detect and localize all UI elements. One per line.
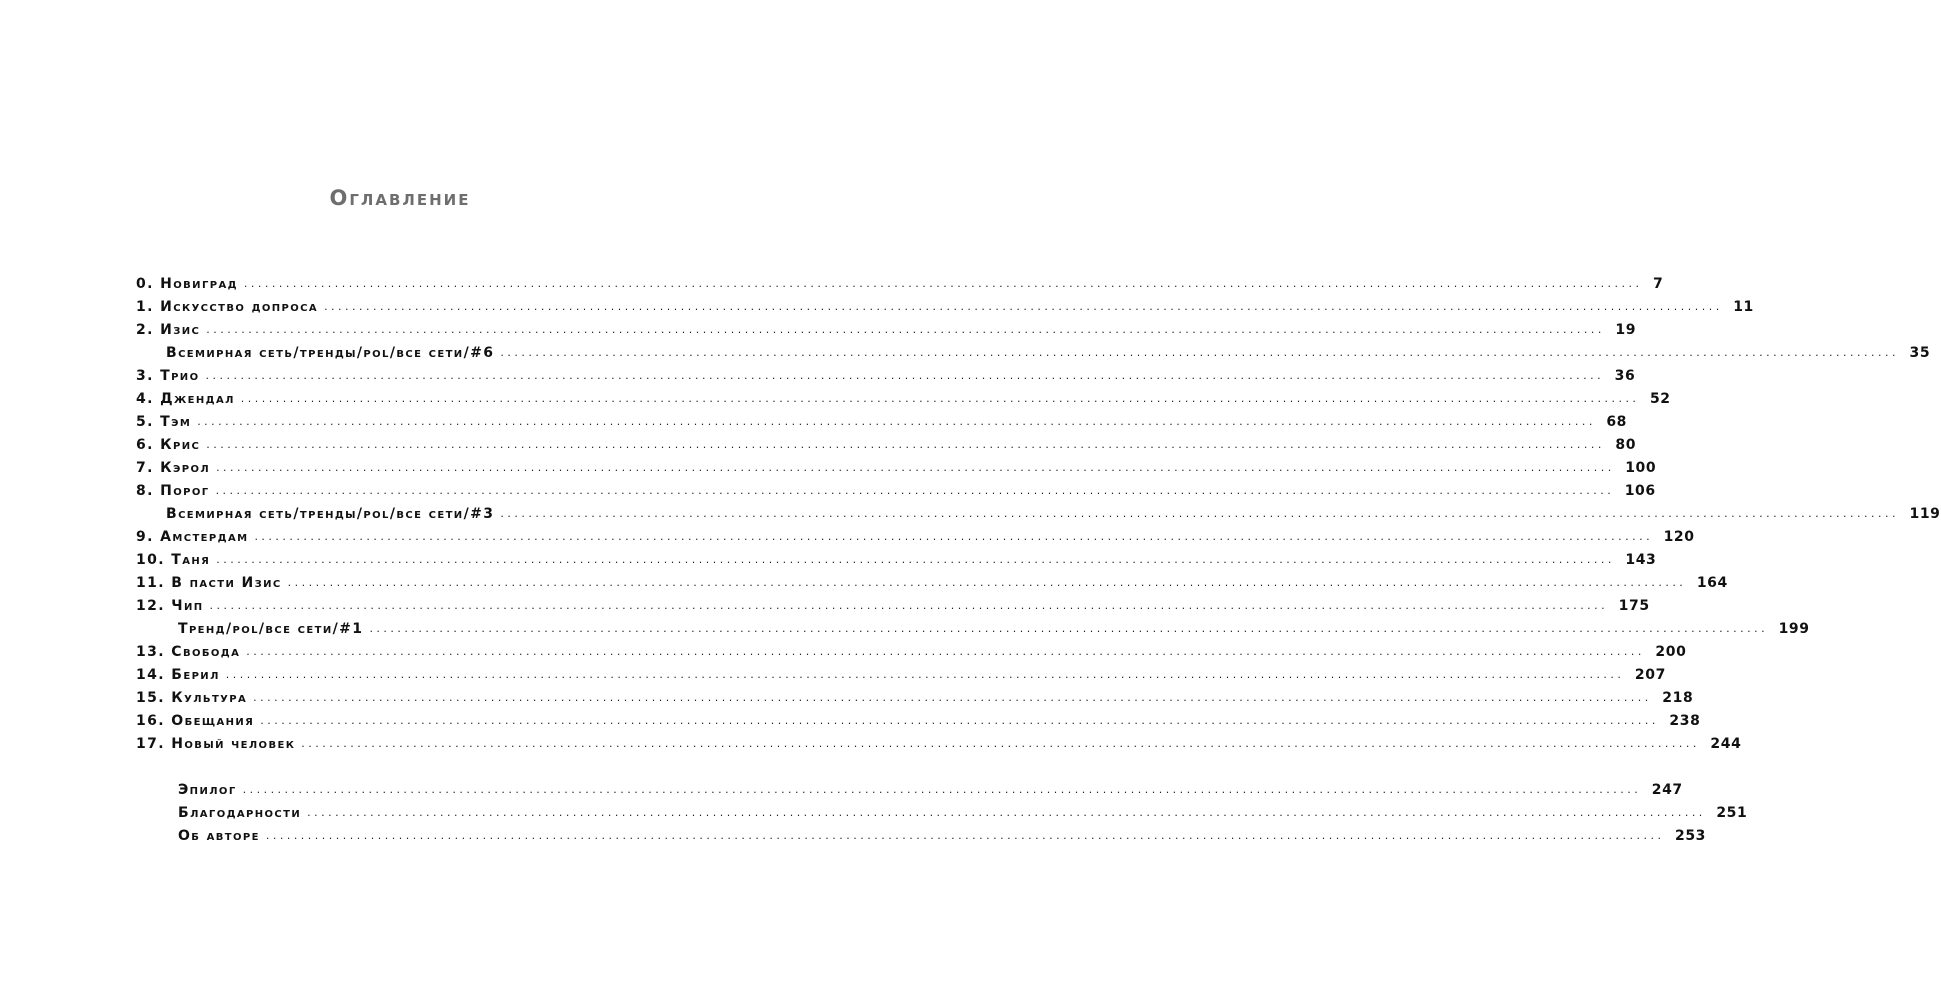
toc-entry-label: 9. Амстердам — [136, 529, 254, 546]
toc-entry-page-number: 199 — [1778, 621, 1810, 637]
toc-entry-label: 13. Свобода — [136, 644, 246, 661]
toc-dot-leader: . . . . . . . . . . . . . . . . . . . . . . . . . . . . . . . . . . . . . . . . . . . . . . . . . . . . . . . . . . . . . . . . . . . . . . . . . . . . . . . . . . . . . . . . . . . . . . . . . . . . . . . . . . . . . . . . . . . . . . . . . . . . . . . . . . . . . . . . . . . . . . . . . . . . . . . . . . . . . . . . . . . . . . . . . . . . . . . . . . . . . . . . . . . . . . . . . . . . . . . . — [265, 829, 1661, 842]
toc-entry-page-number: 80 — [1615, 437, 1637, 453]
toc-entry-page-number: 253 — [1674, 828, 1707, 844]
toc-entry-page-number: 119 — [1909, 506, 1941, 522]
toc-entry-label: Эпилог — [178, 782, 243, 799]
toc-dot-leader: . . . . . . . . . . . . . . . . . . . . . . . . . . . . . . . . . . . . . . . . . . . . . . . . . . . . . . . . . . . . . . . . . . . . . . . . . . . . . . . . . . . . . . . . . . . . . . . . . . . . . . . . . . . . . . . . . . . . . . . . . . . . . . . . . . . . . . . . . . . . . . . . . . . . . . . . . . . . . . . . . . . . . . . . . . . . . . . . . . . . . . . . . . . . . . . . . . . . . . . . — [209, 599, 1605, 612]
toc-dot-leader: . . . . . . . . . . . . . . . . . . . . . . . . . . . . . . . . . . . . . . . . . . . . . . . . . . . . . . . . . . . . . . . . . . . . . . . . . . . . . . . . . . . . . . . . . . . . . . . . . . . . . . . . . . . . . . . . . . . . . . . . . . . . . . . . . . . . . . . . . . . . . . . . . . . . . . . . . . . . . . . . . . . . . . . . . . . . . . . . . . . . . . . . . . . . . . . . . . . . . . . . — [216, 461, 1612, 474]
toc-entry-label: 3. Трио — [136, 368, 205, 385]
toc-entry-label: 14. Берил — [136, 667, 226, 684]
toc-entry-label: Об авторе — [178, 828, 266, 845]
toc-dot-leader: . . . . . . . . . . . . . . . . . . . . . . . . . . . . . . . . . . . . . . . . . . . . . . . . . . . . . . . . . . . . . . . . . . . . . . . . . . . . . . . . . . . . . . . . . . . . . . . . . . . . . . . . . . . . . . . . . . . . . . . . . . . . . . . . . . . . . . . . . . . . . . . . . . . . . . . . . . . . . . . . . . . . . . . . . . . . . . . . . . . . . . . . . . . . . . . . . . . . . . . . — [197, 415, 1593, 428]
toc-dot-leader: . . . . . . . . . . . . . . . . . . . . . . . . . . . . . . . . . . . . . . . . . . . . . . . . . . . . . . . . . . . . . . . . . . . . . . . . . . . . . . . . . . . . . . . . . . . . . . . . . . . . . . . . . . . . . . . . . . . . . . . . . . . . . . . . . . . . . . . . . . . . . . . . . . . . . . . . . . . . . . . . . . . . . . . . . . . . . . . . . . . . . . . . . . . . . . . . . . . . . . . . — [301, 737, 1697, 750]
toc-entry-label: 10. Таня — [136, 552, 216, 569]
toc-back-matter-list — [136, 776, 1748, 845]
toc-entry-label: Всемирная сеть/тренды/pol/все сети/#3 — [166, 506, 500, 523]
toc-entry-page-number: 7 — [1653, 276, 1664, 292]
toc-entry — [136, 776, 1683, 799]
toc-entry-page-number: 244 — [1710, 736, 1742, 752]
toc-entry — [136, 822, 1707, 845]
toc-entry-label: Всемирная сеть/тренды/pol/все сети/#6 — [166, 345, 500, 362]
toc-dot-leader: . . . . . . . . . . . . . . . . . . . . . . . . . . . . . . . . . . . . . . . . . . . . . . . . . . . . . . . . . . . . . . . . . . . . . . . . . . . . . . . . . . . . . . . . . . . . . . . . . . . . . . . . . . . . . . . . . . . . . . . . . . . . . . . . . . . . . . . . . . . . . . . . . . . . . . . . . . . . . . . . . . . . . . . . . . . . . . . . . . . . . . . . . . . . . . . . . . . . . . . . — [215, 484, 1611, 497]
toc-dot-leader: . . . . . . . . . . . . . . . . . . . . . . . . . . . . . . . . . . . . . . . . . . . . . . . . . . . . . . . . . . . . . . . . . . . . . . . . . . . . . . . . . . . . . . . . . . . . . . . . . . . . . . . . . . . . . . . . . . . . . . . . . . . . . . . . . . . . . . . . . . . . . . . . . . . . . . . . . . . . . . . . . . . . . . . . . . . . . . . . . . . . . . . . . . . . . . . . . . . . . . . . — [216, 553, 1612, 566]
toc-entry — [136, 431, 1637, 454]
toc-dot-leader: . . . . . . . . . . . . . . . . . . . . . . . . . . . . . . . . . . . . . . . . . . . . . . . . . . . . . . . . . . . . . . . . . . . . . . . . . . . . . . . . . . . . . . . . . . . . . . . . . . . . . . . . . . . . . . . . . . . . . . . . . . . . . . . . . . . . . . . . . . . . . . . . . . . . . . . . . . . . . . . . . . . . . . . . . . . . . . . . . . . . . . . . . . . . . . . . . . . . . . . . — [254, 530, 1650, 543]
toc-entry — [136, 270, 1664, 293]
toc-entry-page-number: 35 — [1909, 345, 1931, 361]
toc-entry — [136, 339, 1931, 362]
toc-entry-label: 17. Новый человек — [136, 736, 301, 753]
toc-entry-page-number: 247 — [1651, 782, 1683, 798]
toc-entry-page-number: 52 — [1649, 391, 1671, 407]
toc-dot-leader: . . . . . . . . . . . . . . . . . . . . . . . . . . . . . . . . . . . . . . . . . . . . . . . . . . . . . . . . . . . . . . . . . . . . . . . . . . . . . . . . . . . . . . . . . . . . . . . . . . . . . . . . . . . . . . . . . . . . . . . . . . . . . . . . . . . . . . . . . . . . . . . . . . . . . . . . . . . . . . . . . . . . . . . . . . . . . . . . . . . . . . . . . . . . . . . . . . . . . . . . — [369, 622, 1765, 635]
toc-entry — [136, 730, 1742, 753]
toc-entry-label: 12. Чип — [136, 598, 210, 615]
toc-dot-leader: . . . . . . . . . . . . . . . . . . . . . . . . . . . . . . . . . . . . . . . . . . . . . . . . . . . . . . . . . . . . . . . . . . . . . . . . . . . . . . . . . . . . . . . . . . . . . . . . . . . . . . . . . . . . . . . . . . . . . . . . . . . . . . . . . . . . . . . . . . . . . . . . . . . . . . . . . . . . . . . . . . . . . . . . . . . . . . . . . . . . . . . . . . . . . . . . . . . . . . . . — [500, 346, 1896, 359]
toc-entry-page-number: 238 — [1669, 713, 1701, 729]
toc-entry-page-number: 143 — [1625, 552, 1657, 568]
toc-entry — [136, 500, 1941, 523]
toc-entry — [136, 454, 1657, 477]
toc-dot-leader: . . . . . . . . . . . . . . . . . . . . . . . . . . . . . . . . . . . . . . . . . . . . . . . . . . . . . . . . . . . . . . . . . . . . . . . . . . . . . . . . . . . . . . . . . . . . . . . . . . . . . . . . . . . . . . . . . . . . . . . . . . . . . . . . . . . . . . . . . . . . . . . . . . . . . . . . . . . . . . . . . . . . . . . . . . . . . . . . . . . . . . . . . . . . . . . . . . . . . . . . — [324, 300, 1720, 313]
table-of-contents — [136, 270, 1941, 845]
toc-entry — [136, 615, 1810, 638]
toc-entry-page-number: 100 — [1625, 460, 1657, 476]
toc-entry-label: 4. Джендал — [136, 391, 241, 408]
toc-chapter-list — [136, 270, 1941, 753]
toc-dot-leader: . . . . . . . . . . . . . . . . . . . . . . . . . . . . . . . . . . . . . . . . . . . . . . . . . . . . . . . . . . . . . . . . . . . . . . . . . . . . . . . . . . . . . . . . . . . . . . . . . . . . . . . . . . . . . . . . . . . . . . . . . . . . . . . . . . . . . . . . . . . . . . . . . . . . . . . . . . . . . . . . . . . . . . . . . . . . . . . . . . . . . . . . . . . . . . . . . . . . . . . . — [225, 668, 1621, 681]
toc-gap — [136, 753, 694, 776]
toc-entry-label: Благодарности — [178, 805, 307, 822]
toc-dot-leader: . . . . . . . . . . . . . . . . . . . . . . . . . . . . . . . . . . . . . . . . . . . . . . . . . . . . . . . . . . . . . . . . . . . . . . . . . . . . . . . . . . . . . . . . . . . . . . . . . . . . . . . . . . . . . . . . . . . . . . . . . . . . . . . . . . . . . . . . . . . . . . . . . . . . . . . . . . . . . . . . . . . . . . . . . . . . . . . . . . . . . . . . . . . . . . . . . . . . . . . . — [243, 277, 1640, 290]
toc-dot-leader: . . . . . . . . . . . . . . . . . . . . . . . . . . . . . . . . . . . . . . . . . . . . . . . . . . . . . . . . . . . . . . . . . . . . . . . . . . . . . . . . . . . . . . . . . . . . . . . . . . . . . . . . . . . . . . . . . . . . . . . . . . . . . . . . . . . . . . . . . . . . . . . . . . . . . . . . . . . . . . . . . . . . . . . . . . . . . . . . . . . . . . . . . . . . . . . . . . . . . . . . — [240, 392, 1636, 405]
toc-entry — [136, 362, 1636, 385]
toc-entry-label: 7. Кэрол — [136, 460, 216, 477]
toc-entry-page-number: 19 — [1615, 322, 1637, 338]
toc-dot-leader: . . . . . . . . . . . . . . . . . . . . . . . . . . . . . . . . . . . . . . . . . . . . . . . . . . . . . . . . . . . . . . . . . . . . . . . . . . . . . . . . . . . . . . . . . . . . . . . . . . . . . . . . . . . . . . . . . . . . . . . . . . . . . . . . . . . . . . . . . . . . . . . . . . . . . . . . . . . . . . . . . . . . . . . . . . . . . . . . . . . . . . . . . . . . . . . . . . . . . . . . — [246, 645, 1642, 658]
toc-entry — [136, 546, 1657, 569]
toc-entry-label: 11. В пасти Изис — [136, 575, 288, 592]
toc-entry — [136, 707, 1701, 730]
toc-dot-leader: . . . . . . . . . . . . . . . . . . . . . . . . . . . . . . . . . . . . . . . . . . . . . . . . . . . . . . . . . . . . . . . . . . . . . . . . . . . . . . . . . . . . . . . . . . . . . . . . . . . . . . . . . . . . . . . . . . . . . . . . . . . . . . . . . . . . . . . . . . . . . . . . . . . . . . . . . . . . . . . . . . . . . . . . . . . . . . . . . . . . . . . . . . . . . . . . . . . . . . . . — [500, 507, 1896, 520]
toc-entry-page-number: 200 — [1655, 644, 1687, 660]
toc-dot-leader: . . . . . . . . . . . . . . . . . . . . . . . . . . . . . . . . . . . . . . . . . . . . . . . . . . . . . . . . . . . . . . . . . . . . . . . . . . . . . . . . . . . . . . . . . . . . . . . . . . . . . . . . . . . . . . . . . . . . . . . . . . . . . . . . . . . . . . . . . . . . . . . . . . . . . . . . . . . . . . . . . . . . . . . . . . . . . . . . . . . . . . . . . . . . . . . . . . . . . . . . — [253, 691, 1649, 704]
toc-entry-label: Тренд/pol/все сети/#1 — [178, 621, 369, 638]
toc-entry-label: 5. Тэм — [136, 414, 197, 431]
toc-dot-leader: . . . . . . . . . . . . . . . . . . . . . . . . . . . . . . . . . . . . . . . . . . . . . . . . . . . . . . . . . . . . . . . . . . . . . . . . . . . . . . . . . . . . . . . . . . . . . . . . . . . . . . . . . . . . . . . . . . . . . . . . . . . . . . . . . . . . . . . . . . . . . . . . . . . . . . . . . . . . . . . . . . . . . . . . . . . . . . . . . . . . . . . . . . . . . . . . . . . . . . . . — [260, 714, 1656, 727]
page-title: Оглавление — [329, 186, 471, 210]
toc-dot-leader: . . . . . . . . . . . . . . . . . . . . . . . . . . . . . . . . . . . . . . . . . . . . . . . . . . . . . . . . . . . . . . . . . . . . . . . . . . . . . . . . . . . . . . . . . . . . . . . . . . . . . . . . . . . . . . . . . . . . . . . . . . . . . . . . . . . . . . . . . . . . . . . . . . . . . . . . . . . . . . . . . . . . . . . . . . . . . . . . . . . . . . . . . . . . . . . . . . . . . . . . — [287, 576, 1683, 589]
toc-entry — [136, 477, 1656, 500]
toc-entry-label: 16. Обещания — [136, 713, 260, 730]
toc-entry-page-number: 11 — [1733, 299, 1754, 315]
toc-dot-leader: . . . . . . . . . . . . . . . . . . . . . . . . . . . . . . . . . . . . . . . . . . . . . . . . . . . . . . . . . . . . . . . . . . . . . . . . . . . . . . . . . . . . . . . . . . . . . . . . . . . . . . . . . . . . . . . . . . . . . . . . . . . . . . . . . . . . . . . . . . . . . . . . . . . . . . . . . . . . . . . . . . . . . . . . . . . . . . . . . . . . . . . . . . . . . . . . . . . . . . . . — [206, 438, 1602, 451]
toc-entry — [136, 293, 1754, 316]
toc-entry — [136, 408, 1628, 431]
toc-entry — [136, 799, 1748, 822]
toc-dot-leader: . . . . . . . . . . . . . . . . . . . . . . . . . . . . . . . . . . . . . . . . . . . . . . . . . . . . . . . . . . . . . . . . . . . . . . . . . . . . . . . . . . . . . . . . . . . . . . . . . . . . . . . . . . . . . . . . . . . . . . . . . . . . . . . . . . . . . . . . . . . . . . . . . . . . . . . . . . . . . . . . . . . . . . . . . . . . . . . . . . . . . . . . . . . . . . . . . . . . . . . . — [205, 369, 1601, 382]
toc-entry-label: 8. Порог — [136, 483, 216, 500]
toc-entry-page-number: 36 — [1614, 368, 1636, 384]
toc-dot-leader: . . . . . . . . . . . . . . . . . . . . . . . . . . . . . . . . . . . . . . . . . . . . . . . . . . . . . . . . . . . . . . . . . . . . . . . . . . . . . . . . . . . . . . . . . . . . . . . . . . . . . . . . . . . . . . . . . . . . . . . . . . . . . . . . . . . . . . . . . . . . . . . . . . . . . . . . . . . . . . . . . . . . . . . . . . . . . . . . . . . . . . . . . . . . . . . . . . . . . . . . — [242, 783, 1638, 796]
toc-dot-leader: . . . . . . . . . . . . . . . . . . . . . . . . . . . . . . . . . . . . . . . . . . . . . . . . . . . . . . . . . . . . . . . . . . . . . . . . . . . . . . . . . . . . . . . . . . . . . . . . . . . . . . . . . . . . . . . . . . . . . . . . . . . . . . . . . . . . . . . . . . . . . . . . . . . . . . . . . . . . . . . . . . . . . . . . . . . . . . . . . . . . . . . . . . . . . . . . . . . . . . . . — [307, 806, 1703, 819]
toc-dot-leader: . . . . . . . . . . . . . . . . . . . . . . . . . . . . . . . . . . . . . . . . . . . . . . . . . . . . . . . . . . . . . . . . . . . . . . . . . . . . . . . . . . . . . . . . . . . . . . . . . . . . . . . . . . . . . . . . . . . . . . . . . . . . . . . . . . . . . . . . . . . . . . . . . . . . . . . . . . . . . . . . . . . . . . . . . . . . . . . . . . . . . . . . . . . . . . . . . . . . . . . . — [206, 323, 1602, 336]
toc-entry-page-number: 207 — [1634, 667, 1666, 683]
toc-entry-label: 2. Изис — [136, 322, 206, 339]
toc-entry-label: 1. Искусство допроса — [136, 299, 324, 316]
toc-entry-page-number: 218 — [1662, 690, 1694, 706]
toc-entry-page-number: 68 — [1606, 414, 1628, 430]
toc-entry-page-number: 251 — [1716, 805, 1748, 821]
toc-entry-page-number: 120 — [1663, 529, 1695, 545]
toc-entry — [136, 523, 1695, 546]
toc-entry-label: 6. Крис — [136, 437, 206, 454]
toc-entry — [136, 385, 1671, 408]
toc-entry-label: 15. Культура — [136, 690, 253, 707]
toc-entry — [136, 569, 1728, 592]
toc-entry — [136, 684, 1694, 707]
toc-entry-label: 0. Новиград — [136, 276, 244, 293]
toc-entry — [136, 661, 1666, 684]
toc-entry — [136, 316, 1637, 339]
toc-entry — [136, 638, 1687, 661]
toc-entry-page-number: 106 — [1624, 483, 1656, 499]
toc-entry-page-number: 164 — [1696, 575, 1728, 591]
toc-entry-page-number: 175 — [1618, 598, 1650, 614]
toc-entry — [136, 592, 1650, 615]
